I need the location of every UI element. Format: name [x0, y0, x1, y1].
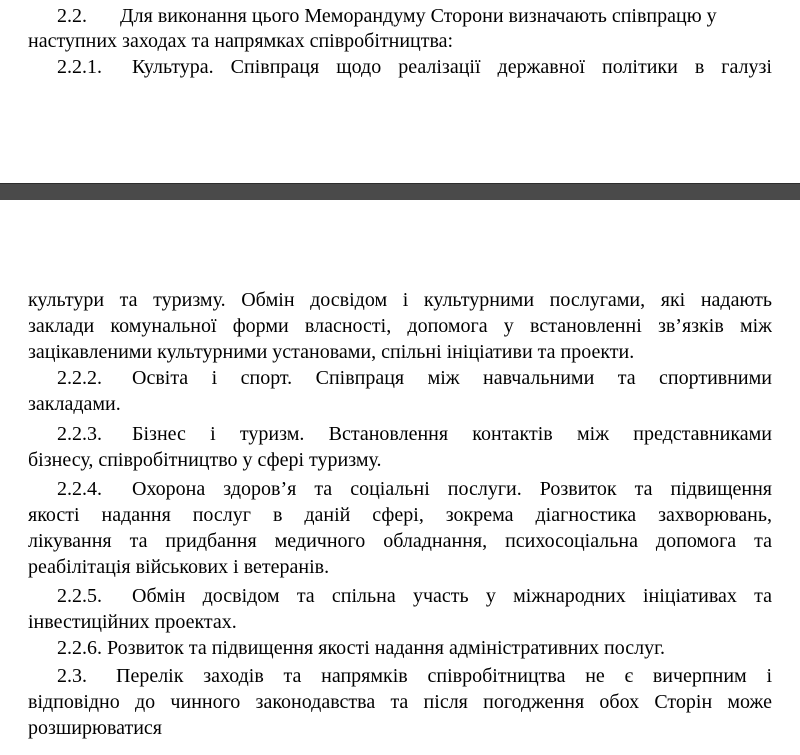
clause-2-2-5-line-2: інвестиційних проектах.: [28, 611, 237, 633]
document-page-bottom: [0, 200, 800, 755]
clause-2-3-line-3: розширюватися: [28, 717, 163, 739]
clause-number-2-2-2: 2.2.2.: [57, 367, 102, 389]
clause-2-2-4-line-1: Охорона здоров’я та соціальні послуги. Розвиток та підвищення: [132, 478, 772, 500]
clause-2-2-5-line-1: Обмін досвідом та спільна участь у міжнародних ініціативах та: [132, 585, 772, 607]
clause-number-2-2: 2.2.: [57, 5, 87, 27]
clause-2-2-6-line-1: 2.2.6. Розвиток та підвищення якості надання адміністративних послуг.: [57, 637, 666, 659]
clause-2-2-4-line-3: лікування та придбання медичного обладнання, психосоціальна допомога та: [28, 530, 772, 552]
clause-2-3-line-1: Перелік заходів та напрямків співробітництва не є вичерпним і: [116, 665, 772, 687]
clause-2-2-1-line-1: Культура. Співпраця щодо реалізації державної політики в галузі: [132, 56, 772, 78]
clause-number-2-2-3: 2.2.3.: [57, 423, 102, 445]
clause-2-2-4-line-4: реабілітація військових і ветеранів.: [28, 556, 330, 578]
clause-2-2-1-line-4: зацікавленими культурними установами, спільні ініціативи та проекти.: [28, 341, 635, 363]
clause-2-2-line-1: [120, 4, 772, 28]
clause-2-2-2-line-1: Освіта і спорт. Співпраця між навчальними та спортивними: [132, 367, 772, 389]
clause-number-2-3: 2.3.: [57, 665, 87, 687]
clause-2-2-text-1: Для виконання цього Меморандуму Сторони визначають співпрацю у: [120, 5, 717, 27]
clause-2-3-line-2: відповідно до чинного законодавства та після погодження обох Сторін може: [28, 691, 772, 713]
clause-2-2-1-line-3: заклади комунальної форми власності, допомога у встановленні зв’язків між: [28, 315, 772, 337]
clause-number-2-2-5: 2.2.5.: [57, 585, 102, 607]
page-break-separator: [0, 183, 800, 201]
clause-2-2-3-line-1: Бізнес і туризм. Встановлення контактів між представниками: [132, 423, 772, 445]
clause-number-2-2-4: 2.2.4.: [57, 478, 102, 500]
clause-2-2-2-line-2: закладами.: [28, 393, 121, 415]
clause-2-2-3-line-2: бізнесу, співробітництво у сфері туризму.: [28, 449, 382, 471]
clause-2-2-1-line-2: культури та туризму. Обмін досвідом і культурними послугами, які надають: [28, 289, 772, 311]
clause-number-2-2-1: 2.2.1.: [57, 56, 102, 78]
clause-2-2-line-2: наступних заходах та напрямках співробітництва:: [28, 30, 454, 52]
document-page-top: [0, 0, 800, 183]
clause-2-2-4-line-2: якості надання послуг в даній сфері, зокрема діагностика захворювань,: [28, 504, 772, 526]
